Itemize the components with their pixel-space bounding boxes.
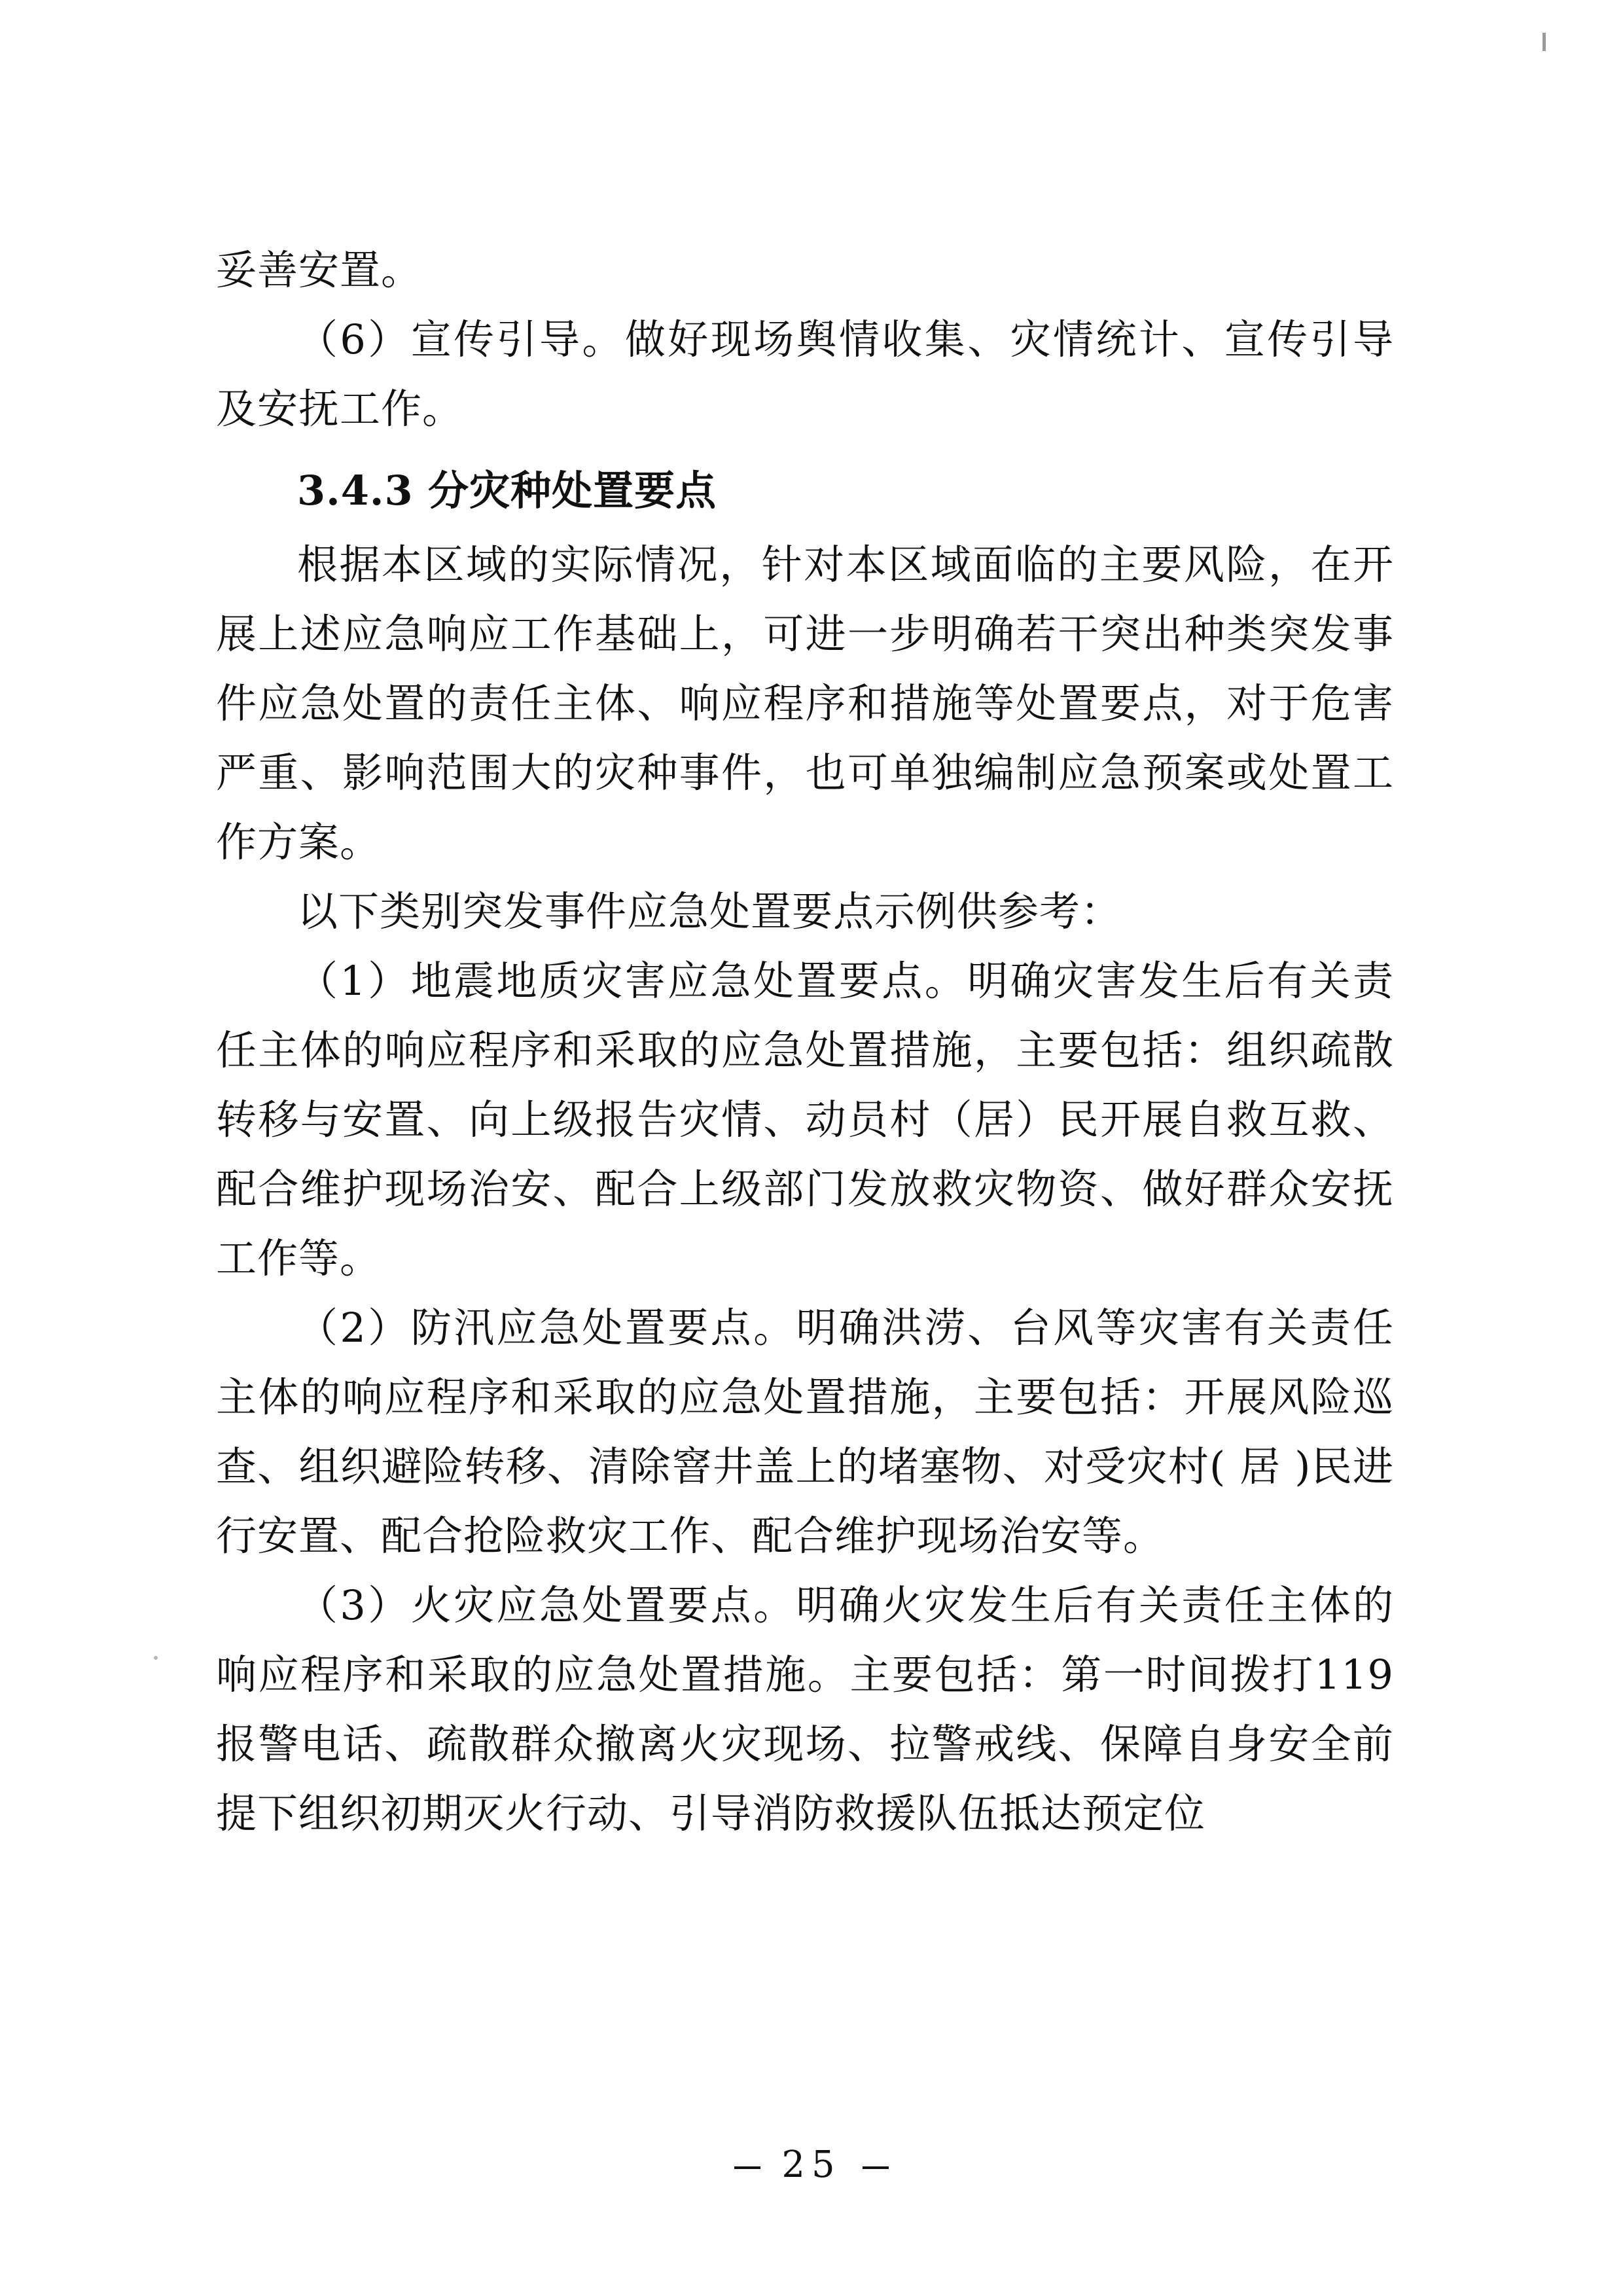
section-heading-3-4-3: 3.4.3 分灾种处置要点 (297, 467, 717, 514)
footer-dash-left (734, 2166, 760, 2169)
footer-dash-right (863, 2166, 889, 2169)
page-margin-mark-left (154, 1656, 158, 1660)
paragraph-item-1-earthquake: （1）地震地质灾害应急处置要点。明确灾害发生后有关责任主体的响应程序和采取的应急处置措施，主要包括：组织疏散转移与安置、向上级报告灾情、动员村（居）民开展自救互救、配合维护现场治安、配合上级部门发放救灾物资、做好群众安抚工作等。 (216, 957, 1394, 1282)
paragraph-item-3-fire: （3）火灾应急处置要点。明确火灾发生后有关责任主体的响应程序和采取的应急处置措施。主要包括：第一时间拨打119 报警电话、疏散群众撤离火灾现场、拉警戒线、保障自身安全前提下组织初期灭火行动、引导消防救援队伍抵达预定位 (216, 1581, 1408, 1837)
paragraph-continuation: 妥善安置。 (216, 246, 423, 294)
paragraph-examples-lead: 以下类别突发事件应急处置要点示例供参考： (297, 888, 1122, 935)
paragraph-intro: 根据本区域的实际情况，针对本区域面临的主要风险，在开展上述应急响应工作基础上，可进一步明确若干突出种类突发事件应急处置的责任主体、响应程序和措施等处置要点，对于危害严重、影响范围大的灾种事件，也可单独编制应急预案或处置工作方案。 (216, 541, 1394, 866)
page-margin-mark-top (1543, 33, 1546, 51)
page-footer (0, 2144, 1623, 2186)
paragraph-item-2-flood: （2）防汛应急处置要点。明确洪涝、台风等灾害有关责任主体的响应程序和采取的应急处置措施，主要包括：开展风险巡查、组织避险转移、清除窨井盖上的堵塞物、对受灾村( 居 )民进行安置、配合抢险救灾工作、配合维护现场治安等。 (216, 1304, 1394, 1560)
page-content (216, 236, 1408, 1848)
paragraph-item-6: （6）宣传引导。做好现场舆情收集、灾情统计、宣传引导及安抚工作。 (216, 315, 1394, 433)
page-number: 25 (781, 2144, 842, 2186)
